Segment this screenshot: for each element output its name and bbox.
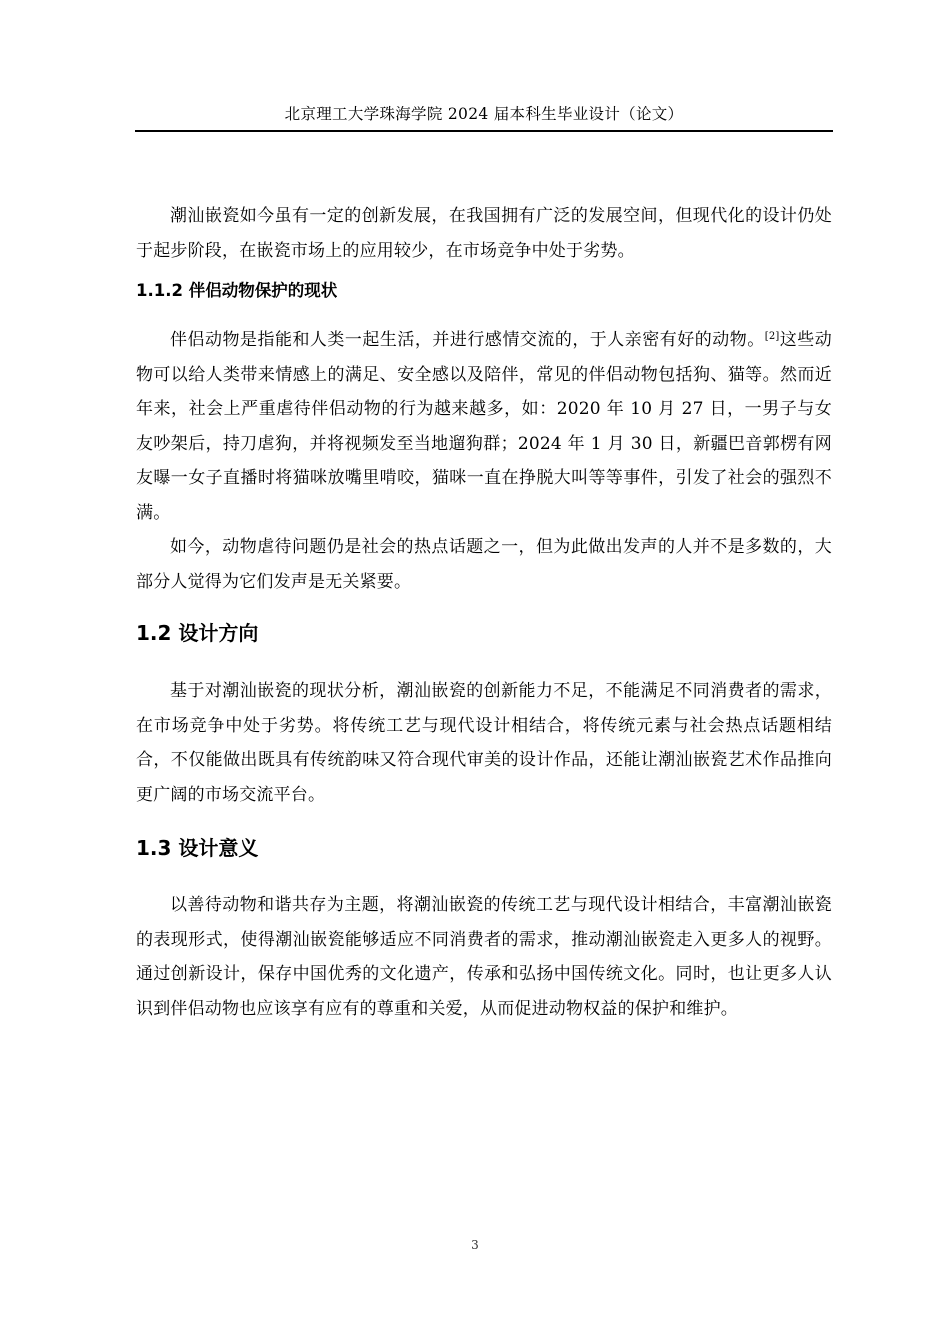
citation-ref: [2] <box>764 331 780 342</box>
page-body <box>136 199 832 1026</box>
paragraph-text-after-ref: 这些动物可以给人类带来情感上的满足、安全感以及陪伴，常见的伴侣动物包括狗、猫等。然而近年来，社会上严重虐待伴侣动物的行为越来越多，如：2020 年 10 月 27 日，一男子与女友吵架后，持刀虐狗，并将视频发至当地遛狗群；2024 年 1 月 30 日，新疆巴音郭楞有网友曝一女子直播时将猫咪放嘴里啃咬，猫咪一直在挣脱大叫等等事件，引发了社会的强烈不满。 <box>136 330 832 523</box>
paragraph-text-before-ref: 伴侣动物是指能和人类一起生活，并进行感情交流的，于人亲密有好的动物。 <box>170 330 765 350</box>
page-number: 3 <box>471 1238 479 1252</box>
design-significance-paragraph: 以善待动物和谐共存为主题，将潮汕嵌瓷的传统工艺与现代设计相结合，丰富潮汕嵌瓷的表现形式，使得潮汕嵌瓷能够适应不同消费者的需求，推动潮汕嵌瓷走入更多人的视野。通过创新设计，保存中国优秀的文化遗产，传承和弘扬中国传统文化。同时，也让更多人认识到伴侣动物也应该享有应有的尊重和关爱，从而促进动物权益的保护和维护。 <box>136 895 832 1019</box>
section-heading-1-3: 1.3 设计意义 <box>136 836 259 860</box>
section-heading-1-1-2: 1.1.2 伴侣动物保护的现状 <box>136 281 338 300</box>
section-heading-1-2: 1.2 设计方向 <box>136 621 259 645</box>
animal-abuse-paragraph: 如今，动物虐待问题仍是社会的热点话题之一，但为此做出发声的人并不是多数的，大部分人觉得为它们发声是无关紧要。 <box>136 537 832 592</box>
page-header: 北京理工大学珠海学院 2024 届本科生毕业设计（论文） <box>284 105 684 123</box>
header-rule <box>135 130 833 132</box>
companion-animal-paragraph <box>136 323 832 530</box>
intro-paragraph: 潮汕嵌瓷如今虽有一定的创新发展，在我国拥有广泛的发展空间，但现代化的设计仍处于起步阶段，在嵌瓷市场上的应用较少，在市场竞争中处于劣势。 <box>136 206 832 261</box>
design-direction-paragraph: 基于对潮汕嵌瓷的现状分析，潮汕嵌瓷的创新能力不足，不能满足不同消费者的需求，在市场竞争中处于劣势。将传统工艺与现代设计相结合，将传统元素与社会热点话题相结合，不仅能做出既具有传统韵味又符合现代审美的设计作品，还能让潮汕嵌瓷艺术作品推向更广阔的市场交流平台。 <box>136 681 832 805</box>
